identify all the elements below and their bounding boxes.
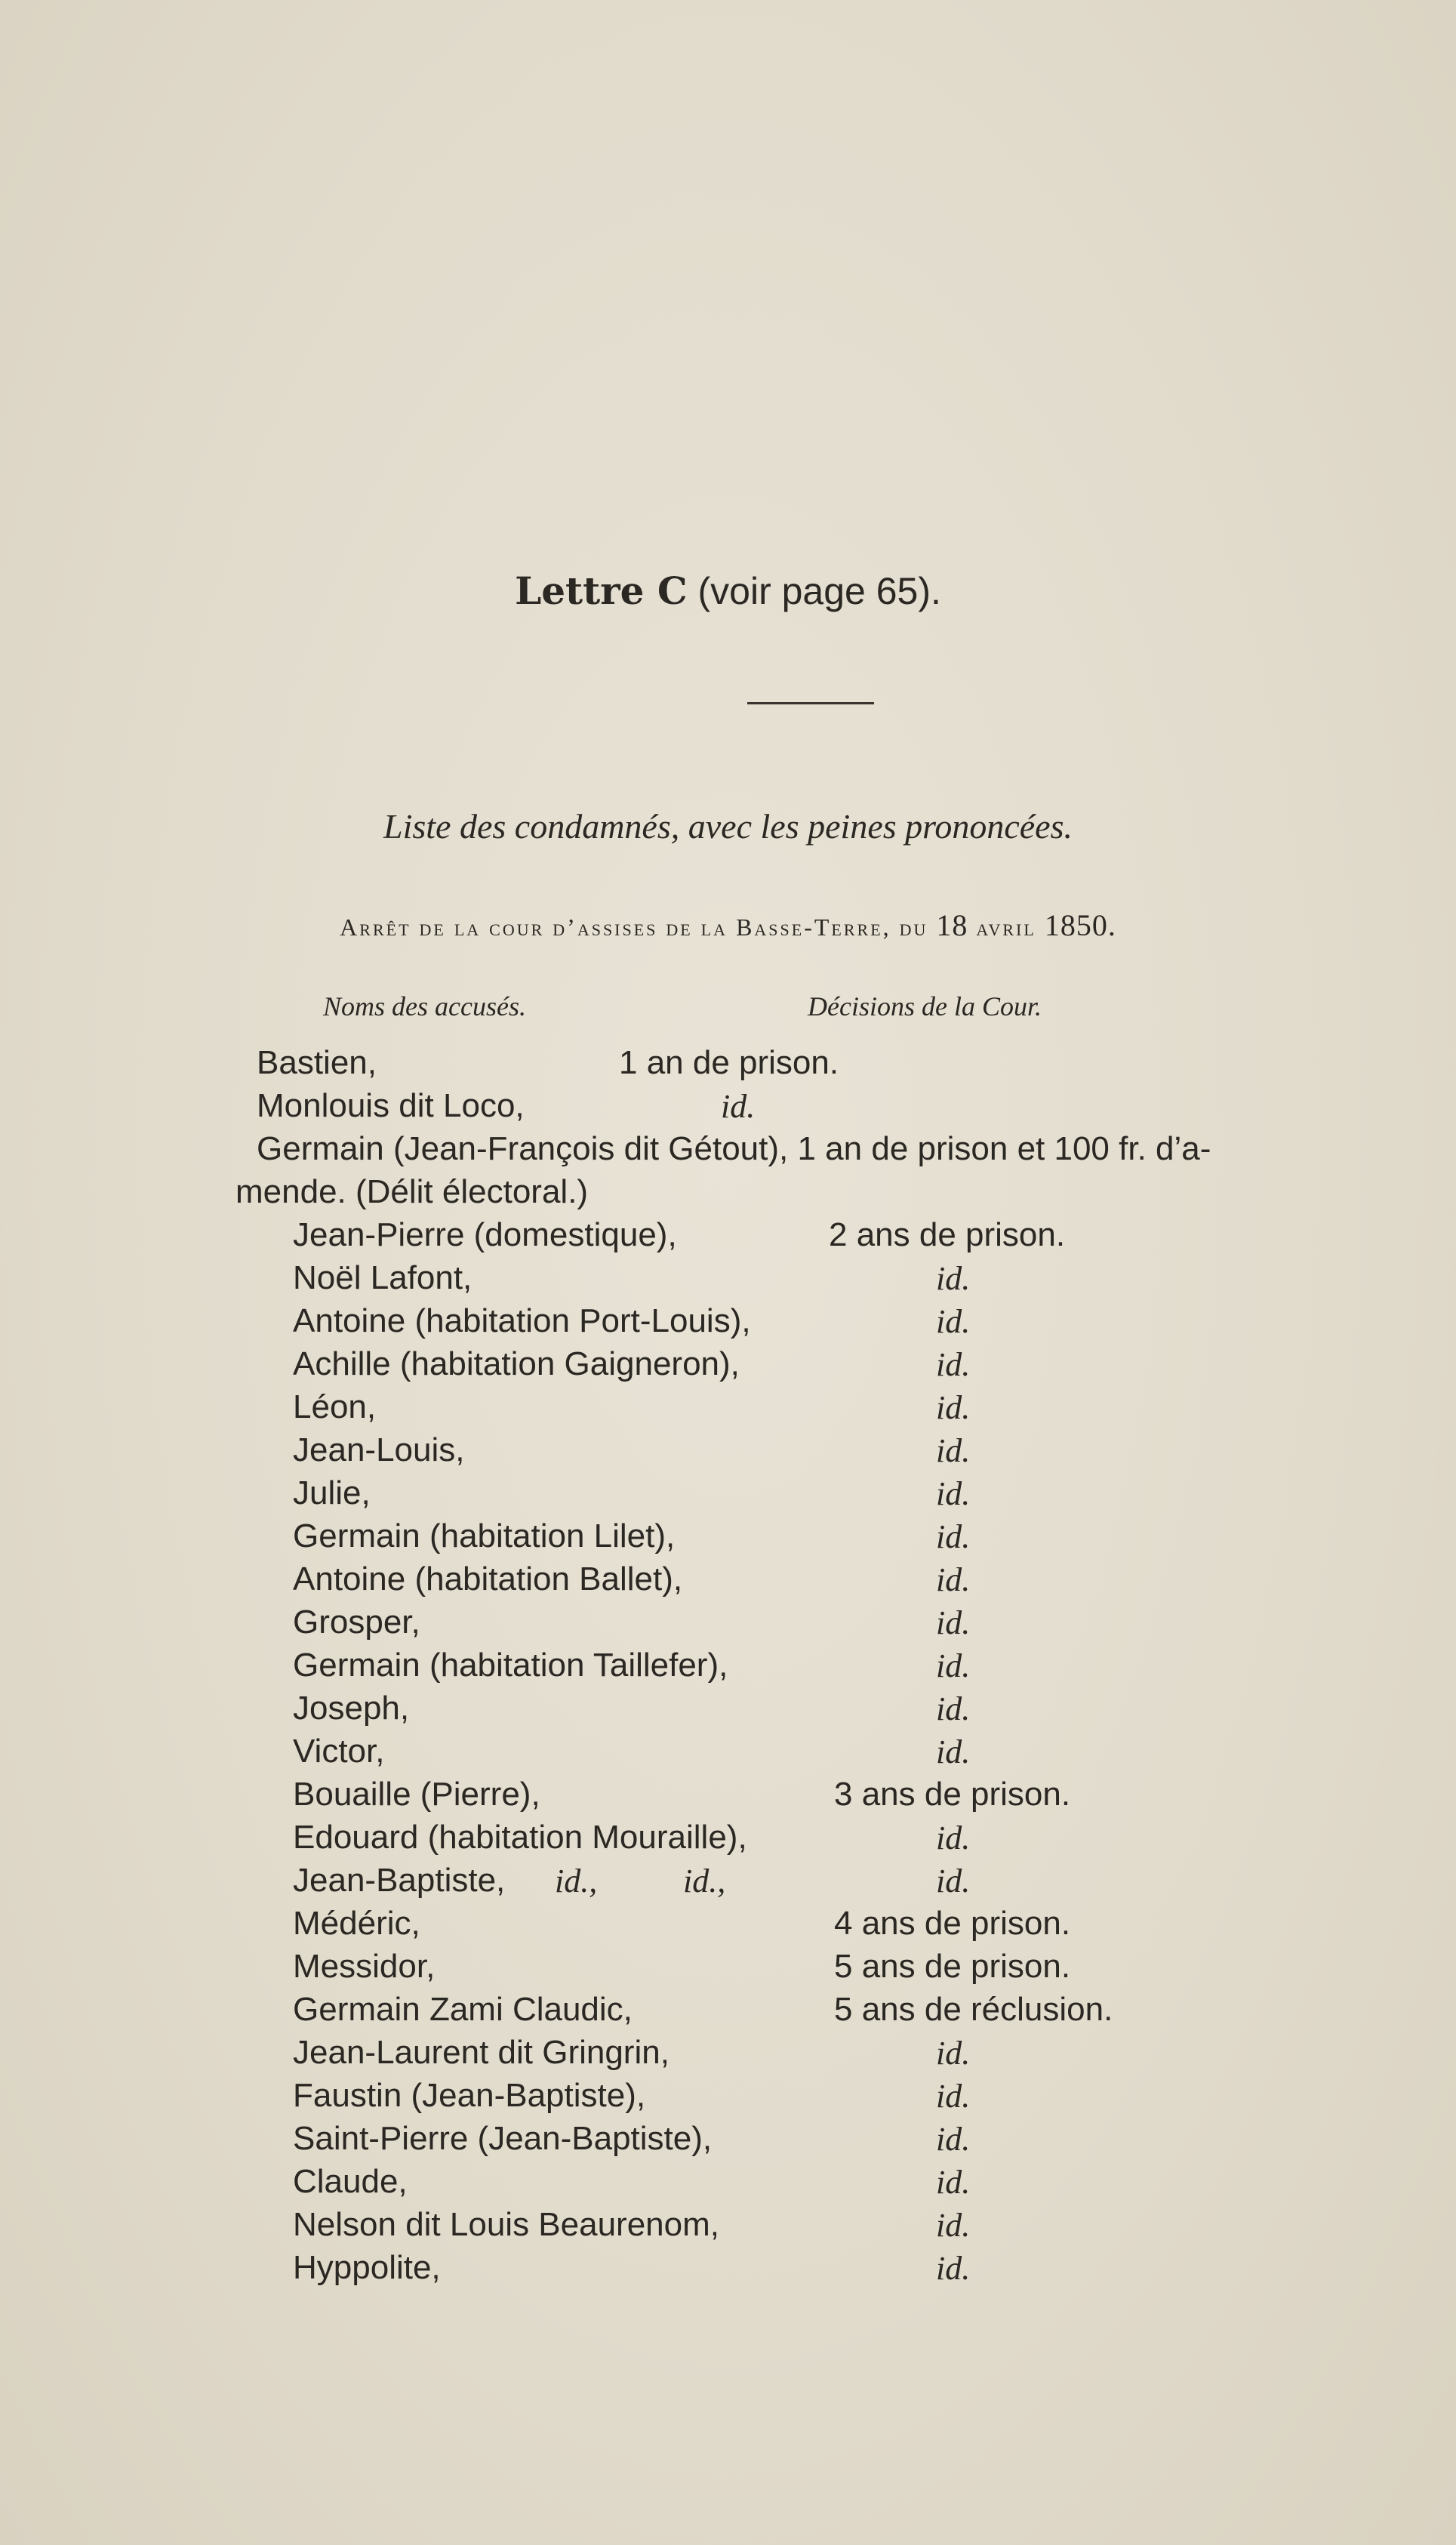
court-decision: id.	[721, 1088, 756, 1125]
separator-rule	[747, 702, 874, 704]
convict-name: Noël Lafont,	[293, 1259, 473, 1296]
court-decision: id.	[936, 1604, 971, 1641]
court-decision-line	[0, 907, 1456, 943]
court-decision: id.	[936, 1303, 971, 1340]
convict-name: Joseph,	[293, 1690, 410, 1727]
id-mark: id.,	[555, 1863, 598, 1900]
convict-name: Achille (habitation Gaigneron),	[293, 1345, 740, 1382]
court-decision: 2 ans de prison.	[829, 1216, 1066, 1253]
convict-name: Messidor,	[293, 1948, 436, 1985]
heading-page-reference: (voir page 65).	[687, 570, 941, 612]
court-decision: id.	[936, 1518, 971, 1555]
arret-month: avril	[968, 914, 1045, 941]
court-decision: id.	[936, 1432, 971, 1469]
convict-name: Germain (Jean-François dit Gétout), 1 an de prison et 100 fr. d’a-	[257, 1130, 1211, 1167]
arret-year: 1850.	[1044, 908, 1116, 942]
court-decision: id.	[936, 1561, 971, 1598]
convict-name: Jean-Baptiste,	[293, 1862, 506, 1899]
letter-heading	[0, 568, 1456, 613]
subtitle-part: ,	[670, 807, 688, 846]
convict-name: Nelson dit Louis Beaurenom,	[293, 2206, 719, 2243]
subtitle-part: des	[451, 807, 515, 846]
court-decision: id.	[936, 2035, 971, 2072]
court-decision: 1 an de prison.	[619, 1044, 839, 1081]
court-decision: id.	[936, 1346, 971, 1383]
convict-name: Grosper,	[293, 1604, 420, 1641]
court-decision: id.	[936, 1863, 971, 1900]
convict-name: Germain Zami Claudic,	[293, 1991, 633, 2028]
convict-name: Antoine (habitation Port-Louis),	[293, 1302, 751, 1339]
convict-name: Médéric,	[293, 1905, 420, 1942]
list-subtitle	[0, 806, 1456, 846]
court-decision: id.	[936, 2164, 971, 2201]
convict-name: Julie,	[293, 1474, 371, 1511]
convict-name: Victor,	[293, 1733, 385, 1770]
arret-day: 18	[936, 908, 968, 942]
subtitle-part: condamnés	[514, 807, 671, 846]
convict-name: Saint-Pierre (Jean-Baptiste),	[293, 2120, 713, 2157]
court-decision: 4 ans de prison.	[834, 1905, 1071, 1942]
convict-name: Germain (habitation Taillefer),	[293, 1647, 728, 1684]
column-header-names: Noms des accusés.	[323, 991, 526, 1021]
convict-name: Faustin (Jean-Baptiste),	[293, 2077, 646, 2114]
id-mark: id.,	[683, 1863, 726, 1900]
court-decision: id.	[936, 2250, 971, 2287]
court-decision: id.	[936, 1475, 971, 1512]
convict-name: Jean-Laurent dit Gringrin,	[293, 2034, 670, 2071]
court-decision: 5 ans de prison.	[834, 1948, 1071, 1985]
court-decision: 3 ans de prison.	[834, 1776, 1071, 1813]
convict-name: Edouard (habitation Mouraille),	[293, 1819, 747, 1856]
court-decision: id.	[936, 2121, 971, 2158]
court-decision: id.	[936, 1260, 971, 1297]
convict-name: Bastien,	[257, 1044, 377, 1081]
court-decision: id.	[936, 1733, 971, 1770]
convict-name: Germain (habitation Lilet),	[293, 1517, 676, 1554]
court-decision: 5 ans de réclusion.	[834, 1991, 1113, 2028]
convict-name: Léon,	[293, 1388, 377, 1425]
convict-name: Bouaille (Pierre),	[293, 1776, 540, 1813]
convict-name: Jean-Pierre (domestique),	[293, 1216, 677, 1253]
convict-name: Monlouis dit Loco,	[257, 1087, 525, 1124]
convict-name: Hyppolite,	[293, 2249, 441, 2286]
court-decision: id.	[936, 2207, 971, 2244]
column-header-decisions: Décisions de la Cour.	[808, 991, 1042, 1021]
court-decision: id.	[936, 2078, 971, 2115]
subtitle-part: les	[752, 807, 808, 846]
convict-name: mende. (Délit électoral.)	[235, 1173, 589, 1210]
convict-name: Antoine (habitation Ballet),	[293, 1561, 683, 1598]
subtitle-part: Liste	[383, 807, 451, 846]
court-decision: id.	[936, 1819, 971, 1856]
arret-text: Arrêt de la cour d’assises de la Basse-Terre, du	[340, 914, 937, 941]
court-decision: id.	[936, 1647, 971, 1684]
subtitle-part: avec	[688, 807, 753, 846]
convict-name: Jean-Louis,	[293, 1431, 465, 1468]
court-decision: id.	[936, 1389, 971, 1426]
heading-letter-label: Lettre C	[515, 568, 688, 613]
convict-name: Claude,	[293, 2163, 408, 2200]
subtitle-part: peines prononcées.	[808, 807, 1073, 846]
court-decision: id.	[936, 1690, 971, 1727]
